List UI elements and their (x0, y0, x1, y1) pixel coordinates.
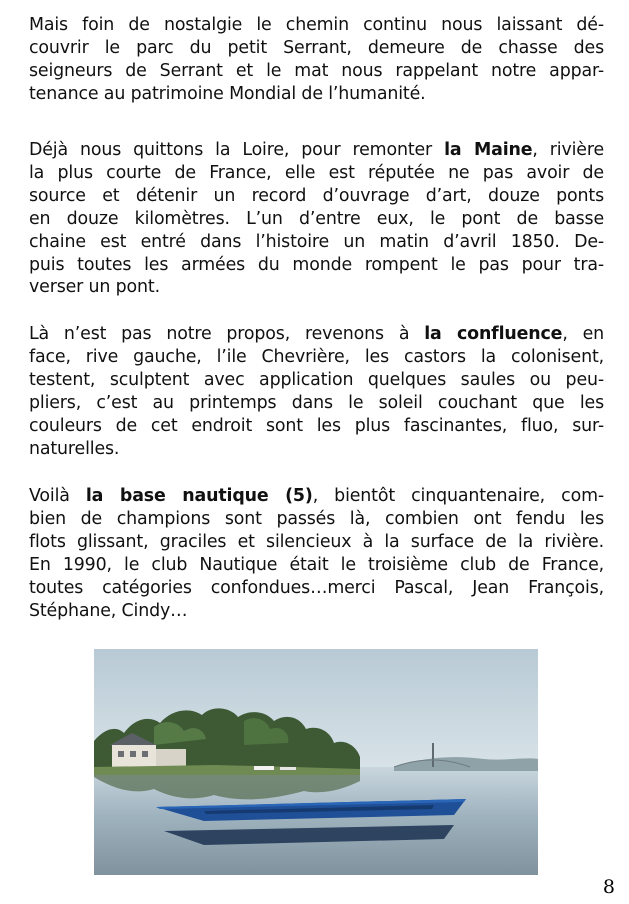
bold-term-la-maine: la Maine (444, 140, 533, 160)
text-line: pliers, c’est au printemps dans le soleil couchant que les (29, 392, 604, 413)
text-line: tenance au patrimoine Mondial de l’humanité. (29, 83, 426, 104)
photo-illustration (94, 649, 538, 875)
text-line: chaine est entré dans l’histoire un matin d’avril 1850. De- (29, 231, 604, 252)
text-line: bien de champions sont passés là, combien ont fendu les (29, 508, 604, 529)
house-window (118, 751, 124, 757)
bridge-pylon (432, 743, 434, 767)
text-line: testent, sculptent avec application quelques saules ou peu- (29, 369, 604, 390)
paragraph-base-nautique (29, 485, 604, 622)
text-line: Voilà la base nautique (5), bientôt cinquantenaire, com- (29, 486, 604, 506)
moored-boat (254, 766, 274, 770)
text-line: seigneurs de Serrant et le mat nous rappelant notre appar- (29, 60, 604, 81)
moored-boat (280, 767, 296, 770)
text-line: Déjà nous quittons la Loire, pour remonter la Maine, rivière (29, 140, 604, 160)
building (156, 749, 186, 767)
text-line: face, rive gauche, l’ile Chevrière, les castors la colonisent, (29, 346, 604, 367)
bold-term-base-nautique: la base nautique (5) (85, 486, 313, 506)
text-line: flots glissant, graciles et silencieux à la surface de la rivière. (29, 531, 604, 552)
house-window (130, 751, 136, 757)
text-line: en douze kilomètres. L’un d’entre eux, le pont de basse (29, 208, 604, 229)
text-line: couleurs de cet endroit sont les plus fascinantes, fluo, sur- (29, 415, 604, 436)
text-line: source et détenir un record d’ouvrage d’art, douze ponts (29, 185, 604, 206)
text-line: verser un pont. (29, 277, 160, 298)
text-line: puis toutes les armées du monde rompent le pas pour tra- (29, 254, 604, 275)
text-line: naturelles. (29, 438, 120, 459)
bold-term-confluence: la confluence (424, 324, 563, 344)
paragraph-nostalgie (29, 14, 604, 106)
paragraph-la-maine (29, 139, 604, 299)
page-number: 8 (602, 876, 615, 898)
house-window (142, 751, 148, 757)
text-line: la plus courte de France, elle est réputée ne pas avoir de (29, 162, 604, 183)
river-boat-photo (94, 649, 538, 875)
text-line: Là n’est pas notre propos, revenons à la confluence, en (29, 324, 604, 344)
text-line: toutes catégories confondues…merci Pascal, Jean François, (29, 577, 604, 598)
text-line: couvrir le parc du petit Serrant, demeure de chasse des (29, 37, 604, 58)
text-line: En 1990, le club Nautique était le troisième club de France, (29, 554, 604, 575)
paragraph-confluence (29, 323, 604, 460)
text-line: Mais foin de nostalgie le chemin continu nous laissant dé- (29, 15, 604, 35)
text-line: Stéphane, Cindy… (29, 600, 188, 621)
